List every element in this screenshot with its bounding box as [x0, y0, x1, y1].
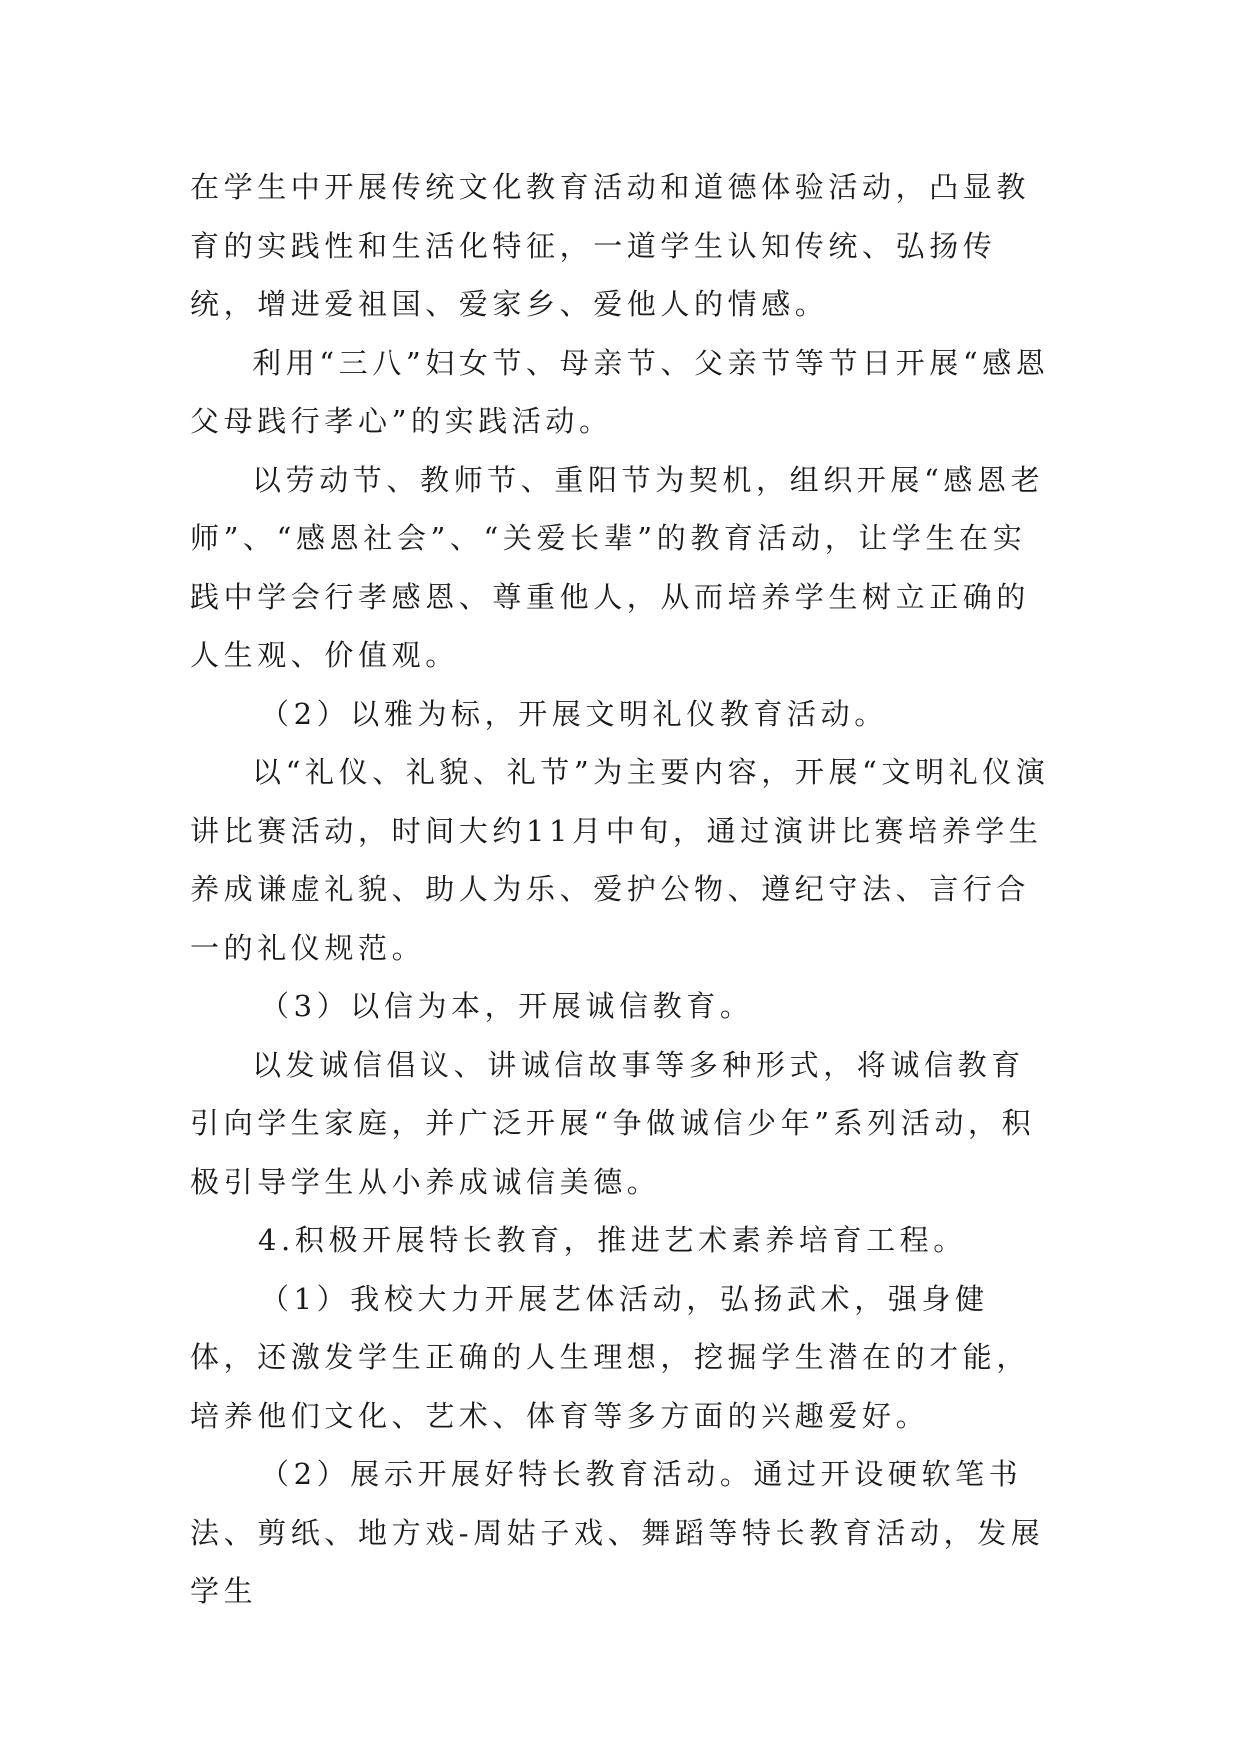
paragraph: 利用“三八”妇女节、母亲节、父亲节等节日开展“感恩父母践行孝心”的实践活动。	[190, 345, 1050, 438]
document-body	[190, 158, 1050, 1621]
paragraph: 以“礼仪、礼貌、礼节”为主要内容，开展“文明礼仪演讲比赛活动，时间大约11月中旬，通过演讲比赛培养学生养成谦虚礼貌、助人为乐、爱护公物、遵纪守法、言行合一的礼仪规范。	[190, 755, 1050, 965]
paragraph: 以发诚信倡议、讲诚信故事等多种形式，将诚信教育引向学生家庭，并广泛开展“争做诚信少年”系列活动，积极引导学生从小养成诚信美德。	[190, 1047, 1036, 1199]
paragraph: （2）展示开展好特长教育活动。通过开设硬软笔书法、剪纸、地方戏-周姑子戏、舞蹈等特长教育活动，发展学生	[190, 1457, 1045, 1608]
paragraph: 在学生中开展传统文化教育活动和道德体验活动，凸显教育的实践性和生活化特征，一道学生认知传统、弘扬传统，增进爱祖国、爱家乡、爱他人的情感。	[190, 170, 1031, 321]
paragraph: 以劳动节、教师节、重阳节为契机，组织开展“感恩老师”、“感恩社会”、“关爱长辈”的教育活动，让学生在实践中学会行孝感恩、尊重他人，从而培养学生树立正确的人生观、价值观。	[190, 462, 1045, 672]
paragraph: （1）我校大力开展艺体活动，弘扬武术，强身健体，还激发学生正确的人生理想，挖掘学生潜在的才能，培养他们文化、艺术、体育等多方面的兴趣爱好。	[190, 1281, 1031, 1433]
section-heading: （3）以信为本，开展诚信教育。	[260, 989, 754, 1023]
section-heading: 4.积极开展特长教育，推进艺术素养培育工程。	[258, 1223, 967, 1257]
section-heading: （2）以雅为标，开展文明礼仪教育活动。	[260, 696, 888, 731]
